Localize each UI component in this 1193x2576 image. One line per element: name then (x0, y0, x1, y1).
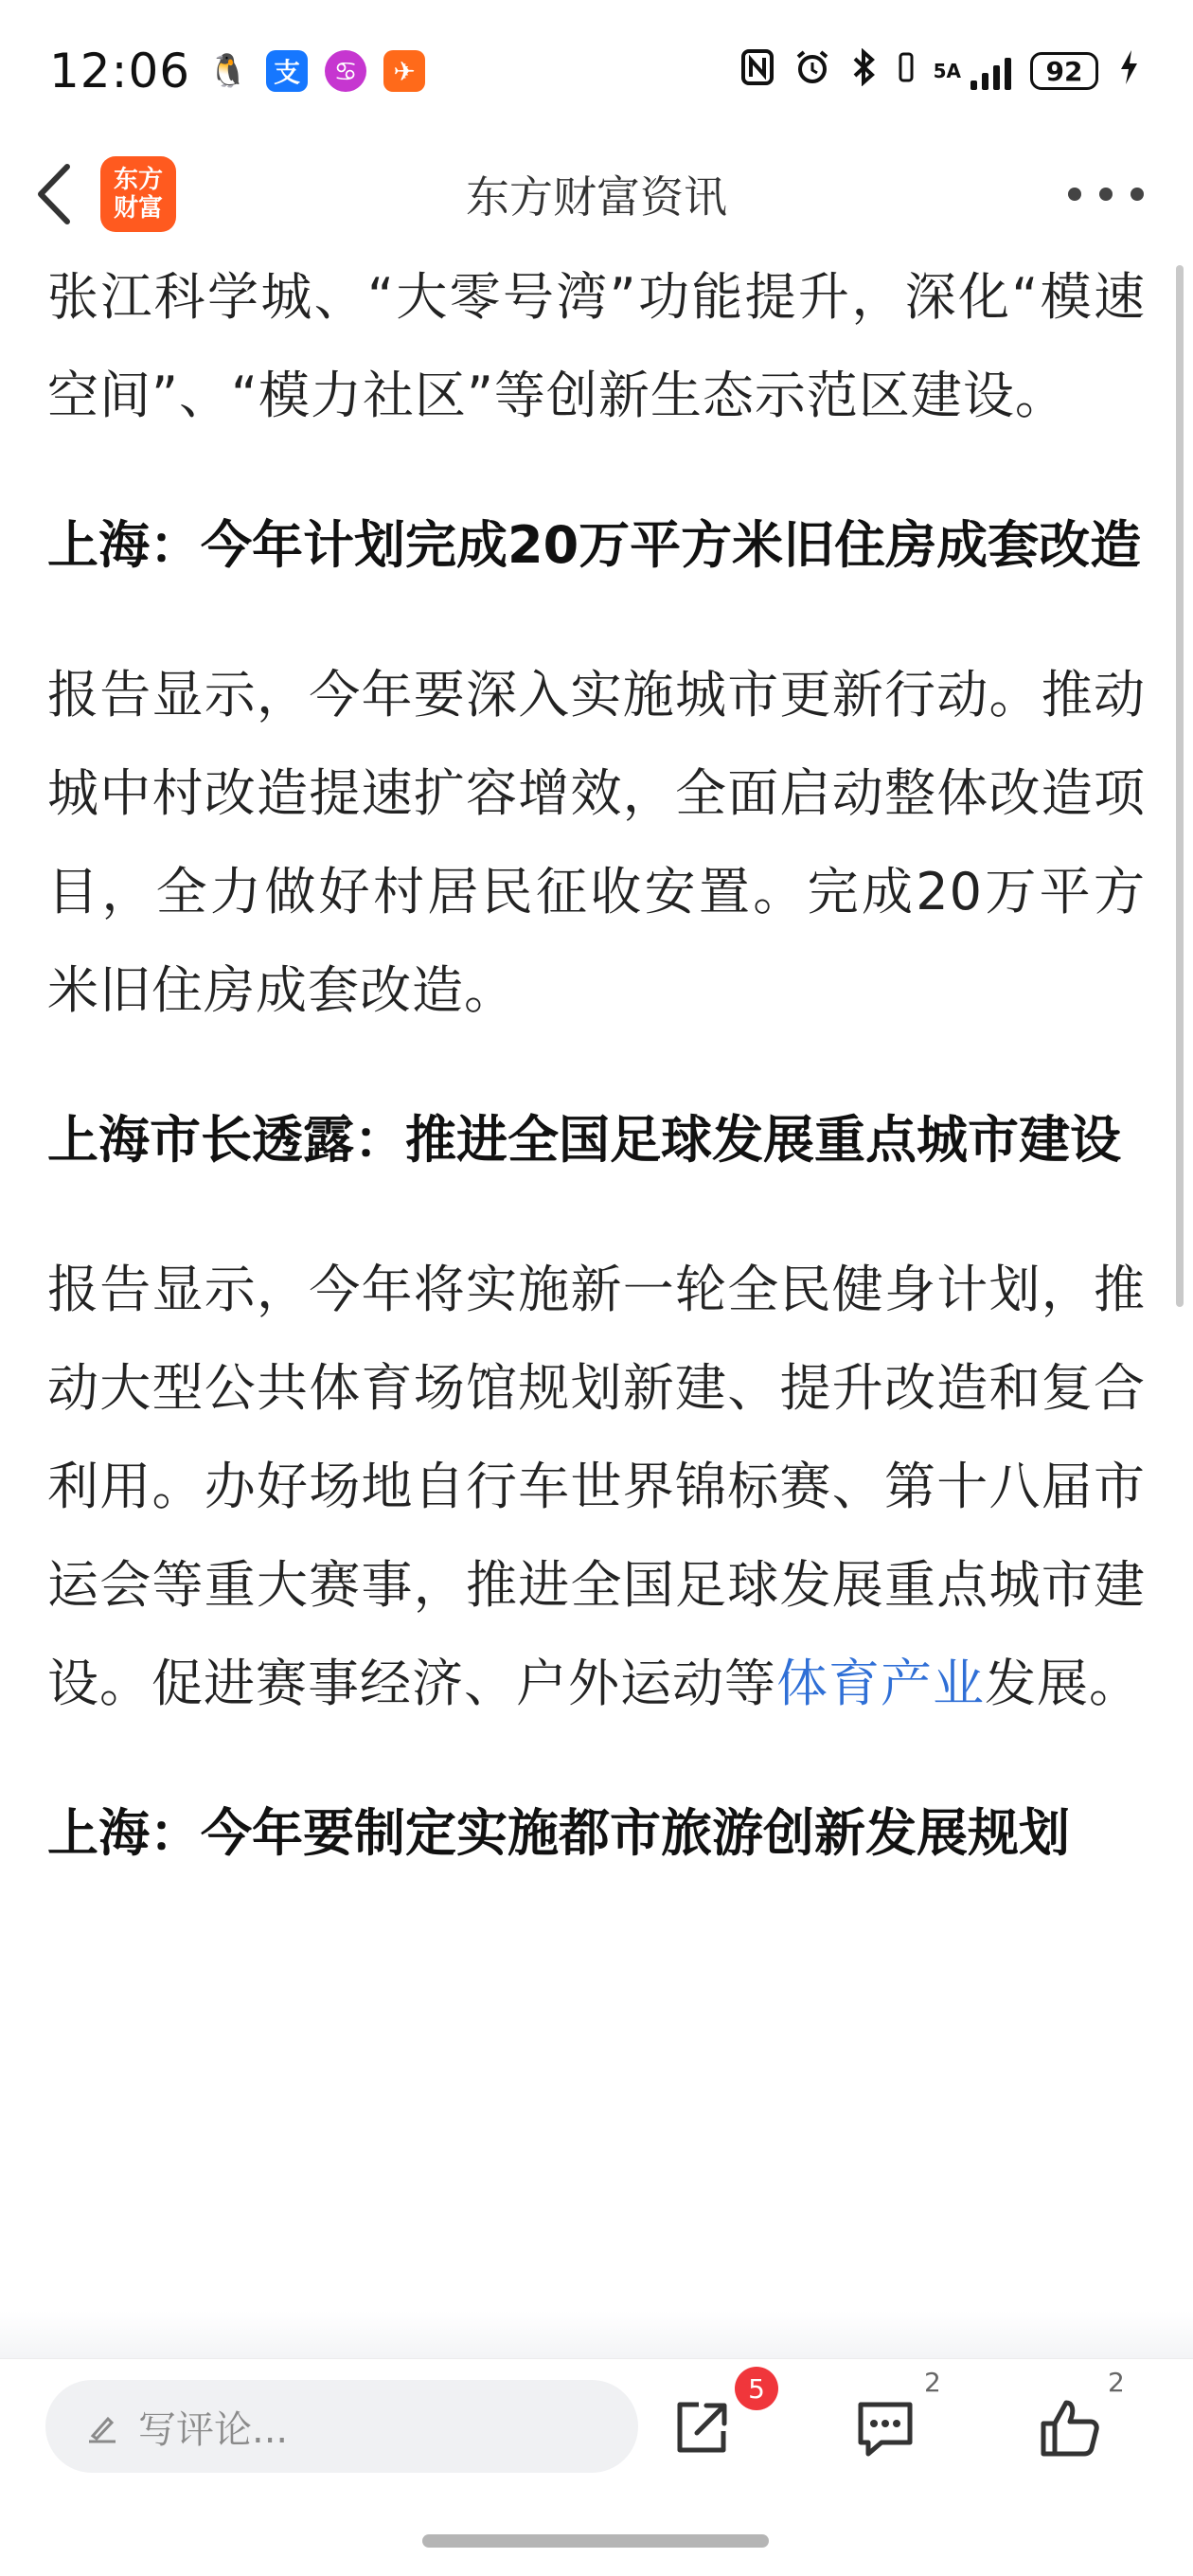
vibrate-icon (898, 48, 915, 95)
article-heading: 上海市长透露：推进全国足球发展重点城市建设 (47, 1110, 1121, 1170)
paragraph-text: 发展。 (985, 1654, 1141, 1713)
article-body (47, 248, 1146, 2313)
article-paragraph: 张江科学城、“大零号湾”功能提升，深化“模速空间”、“模力社区”等创新生态示范区建设。 (47, 267, 1146, 425)
pen-icon (83, 2407, 121, 2445)
article-heading: 上海：今年要制定实施都市旅游创新发展规划 (47, 1803, 1070, 1863)
battery-icon: 92 (1030, 52, 1098, 90)
charging-icon (1117, 48, 1140, 95)
bluetooth-icon (850, 48, 879, 95)
sports-industry-link[interactable]: 体育产业 (776, 1654, 985, 1713)
chevron-left-icon[interactable] (30, 161, 78, 227)
qq-icon: 🐧 (207, 52, 249, 90)
network-label: 5A (933, 60, 961, 82)
home-indicator[interactable] (422, 2534, 769, 2548)
more-dot (1099, 188, 1113, 201)
alarm-icon (793, 48, 831, 95)
comment-bubble-icon (853, 2397, 917, 2463)
share-button[interactable] (659, 2388, 744, 2473)
like-count: 2 (1108, 2367, 1125, 2398)
comment-placeholder: 写评论... (138, 2407, 289, 2452)
alipay-icon: 支 (266, 50, 308, 92)
more-dot (1068, 188, 1081, 201)
comment-count: 2 (924, 2367, 941, 2398)
comment-input[interactable] (45, 2380, 638, 2473)
bottom-toolbar (0, 2358, 1193, 2492)
nfc-icon (740, 48, 775, 95)
thumbs-up-icon (1038, 2397, 1102, 2463)
share-badge: 5 (735, 2367, 778, 2410)
signal-icon (970, 52, 1011, 90)
status-right (740, 48, 1140, 95)
article-heading: 上海：今年计划完成20万平方米旧住房成套改造 (47, 515, 1142, 575)
more-horizontal-icon[interactable] (1068, 170, 1144, 218)
like-button[interactable] (1027, 2388, 1113, 2473)
content-fade (0, 2311, 1193, 2358)
page-title: 东方财富资讯 (466, 171, 727, 223)
status-left (49, 44, 425, 98)
article-paragraph: 报告显示，今年要深入实施城市更新行动。推动城中村改造提速扩容增效，全面启动整体改造项目，全力做好村居民征收安置。完成20万平方米旧住房成套改造。 (47, 665, 1146, 1020)
orange-app-icon: ✈ (383, 50, 425, 92)
status-bar (0, 0, 1193, 142)
share-icon (670, 2397, 733, 2463)
app-logo-line1: 东方 (113, 166, 163, 194)
nav-bar (0, 142, 1193, 246)
scrollbar[interactable] (1176, 265, 1184, 1307)
app-logo-line2: 财富 (113, 194, 163, 223)
article-paragraph (47, 1241, 1146, 1733)
status-time: 12:06 (49, 44, 191, 98)
app-logo (100, 156, 176, 232)
more-dot (1131, 188, 1144, 201)
pink-app-icon: ♋ (325, 50, 366, 92)
comments-button[interactable] (843, 2388, 928, 2473)
paragraph-text: 报告显示，今年将实施新一轮全民健身计划，推动大型公共体育场馆规划新建、提升改造和复合利用。办好场地自行车世界锦标赛、第十八届市运会等重大赛事，推进全国足球发展重点城市建设。促进赛事经济、户外运动等 (47, 1260, 1146, 1713)
